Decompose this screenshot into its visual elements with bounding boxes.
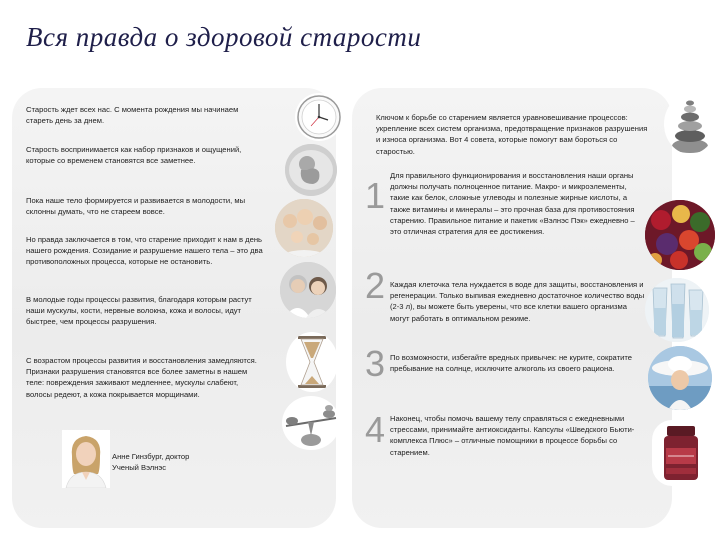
supplement-jar-icon xyxy=(652,420,710,486)
author-role: Ученый Вэлнэс xyxy=(112,463,167,473)
balance-stones-icon xyxy=(282,396,340,450)
stacked-stones-icon xyxy=(664,94,716,154)
left-paragraph-5: В молодые годы процессы развития, благодаря которым растут наши мускулы, кости, нервные волокна, кожа и волосы, идут быстрее, чем процессы разрушения. xyxy=(26,295,252,327)
tip-text-2: Каждая клеточка тела нуждается в воде для защиты, восстановления и регенерации. Только выпивая ежедневно достаточное количество воды (2-3 л), вы можете быть уверены, что все клетки вашего организма могут работать в оптимальном режиме. xyxy=(390,280,645,323)
family-photo-icon xyxy=(275,199,333,257)
left-paragraph-6: С возрастом процессы развития и восстановления замедляются. Признаки разрушения становятся все более заметны в нашем теле: повреждения заживают медленнее, мускулы слабеют, волосы редеют, а кожа покрывается морщинами. xyxy=(26,356,257,399)
left-paragraph-1: Старость ждет всех нас. С момента рождения мы начинаем стареть день за днем. xyxy=(26,105,239,126)
left-paragraph-3: Пока наше тело формируется и развивается в молодости, мы склонны думать, что не стареем вовсе. xyxy=(26,196,246,217)
tip-text-3: По возможности, избегайте вредных привычек: не курите, сократите пребывание на солнце, исключите алкоголь из своего рациона. xyxy=(390,353,632,374)
fetus-icon xyxy=(285,144,337,196)
right-intro: Ключом к борьбе со старением является уравновешивание процессов: укрепление всех систем организма, предотвращение признаков разрушения и износа организма. Вот 4 совета, которые помогут вам бороться со старостью. xyxy=(376,113,648,156)
fruits-vegetables-icon xyxy=(645,200,715,270)
tip-number-3: 3 xyxy=(365,343,386,384)
left-paragraph-4: Но правда заключается в том, что старение приходит к нам в день нашего рождения. Созидание и разрушение нашего тела – это два противоположных процесса, которые не остановить. xyxy=(26,235,263,267)
clock-icon xyxy=(295,93,343,141)
water-glasses-icon xyxy=(645,278,709,342)
author-name: Анне Гинзбург, доктор xyxy=(112,452,190,461)
tip-number-4: 4 xyxy=(365,409,386,450)
sun-hat-woman-icon xyxy=(648,346,712,410)
left-paragraph-2: Старость воспринимается как набор признаков и ощущений, которые со временем становятся все заметнее. xyxy=(26,145,242,166)
tip-text-4: Наконец, чтобы помочь вашему телу справляться с ежедневными стрессами, принимайте антиоксиданты. Капсулы «Шведского Бьюти-комплекса Плюс» – отличные помощники в процессе борьбы со старением. xyxy=(390,414,635,457)
author-avatar xyxy=(62,430,110,488)
tip-text-1: Для правильного функционирования и восстановления наши органы должны получать полноценное питание. Макро- и микроэлементы, такие как белок, сложные углеводы и полезные жирные кислоты, а также витамины и минералы – это прочная база для противостояния старению. Правильное питание и пакетик «Вэлнэс Пэк» ежедневно – это отличная стратегия для ее достижения. xyxy=(390,171,635,237)
women-photo-icon xyxy=(280,262,336,318)
page-title: Вся правда о здоровой старости xyxy=(26,22,422,52)
hourglass-icon xyxy=(286,332,338,392)
author-signature xyxy=(112,451,189,473)
tip-number-1: 1 xyxy=(365,175,386,216)
tip-number-2: 2 xyxy=(365,265,386,306)
